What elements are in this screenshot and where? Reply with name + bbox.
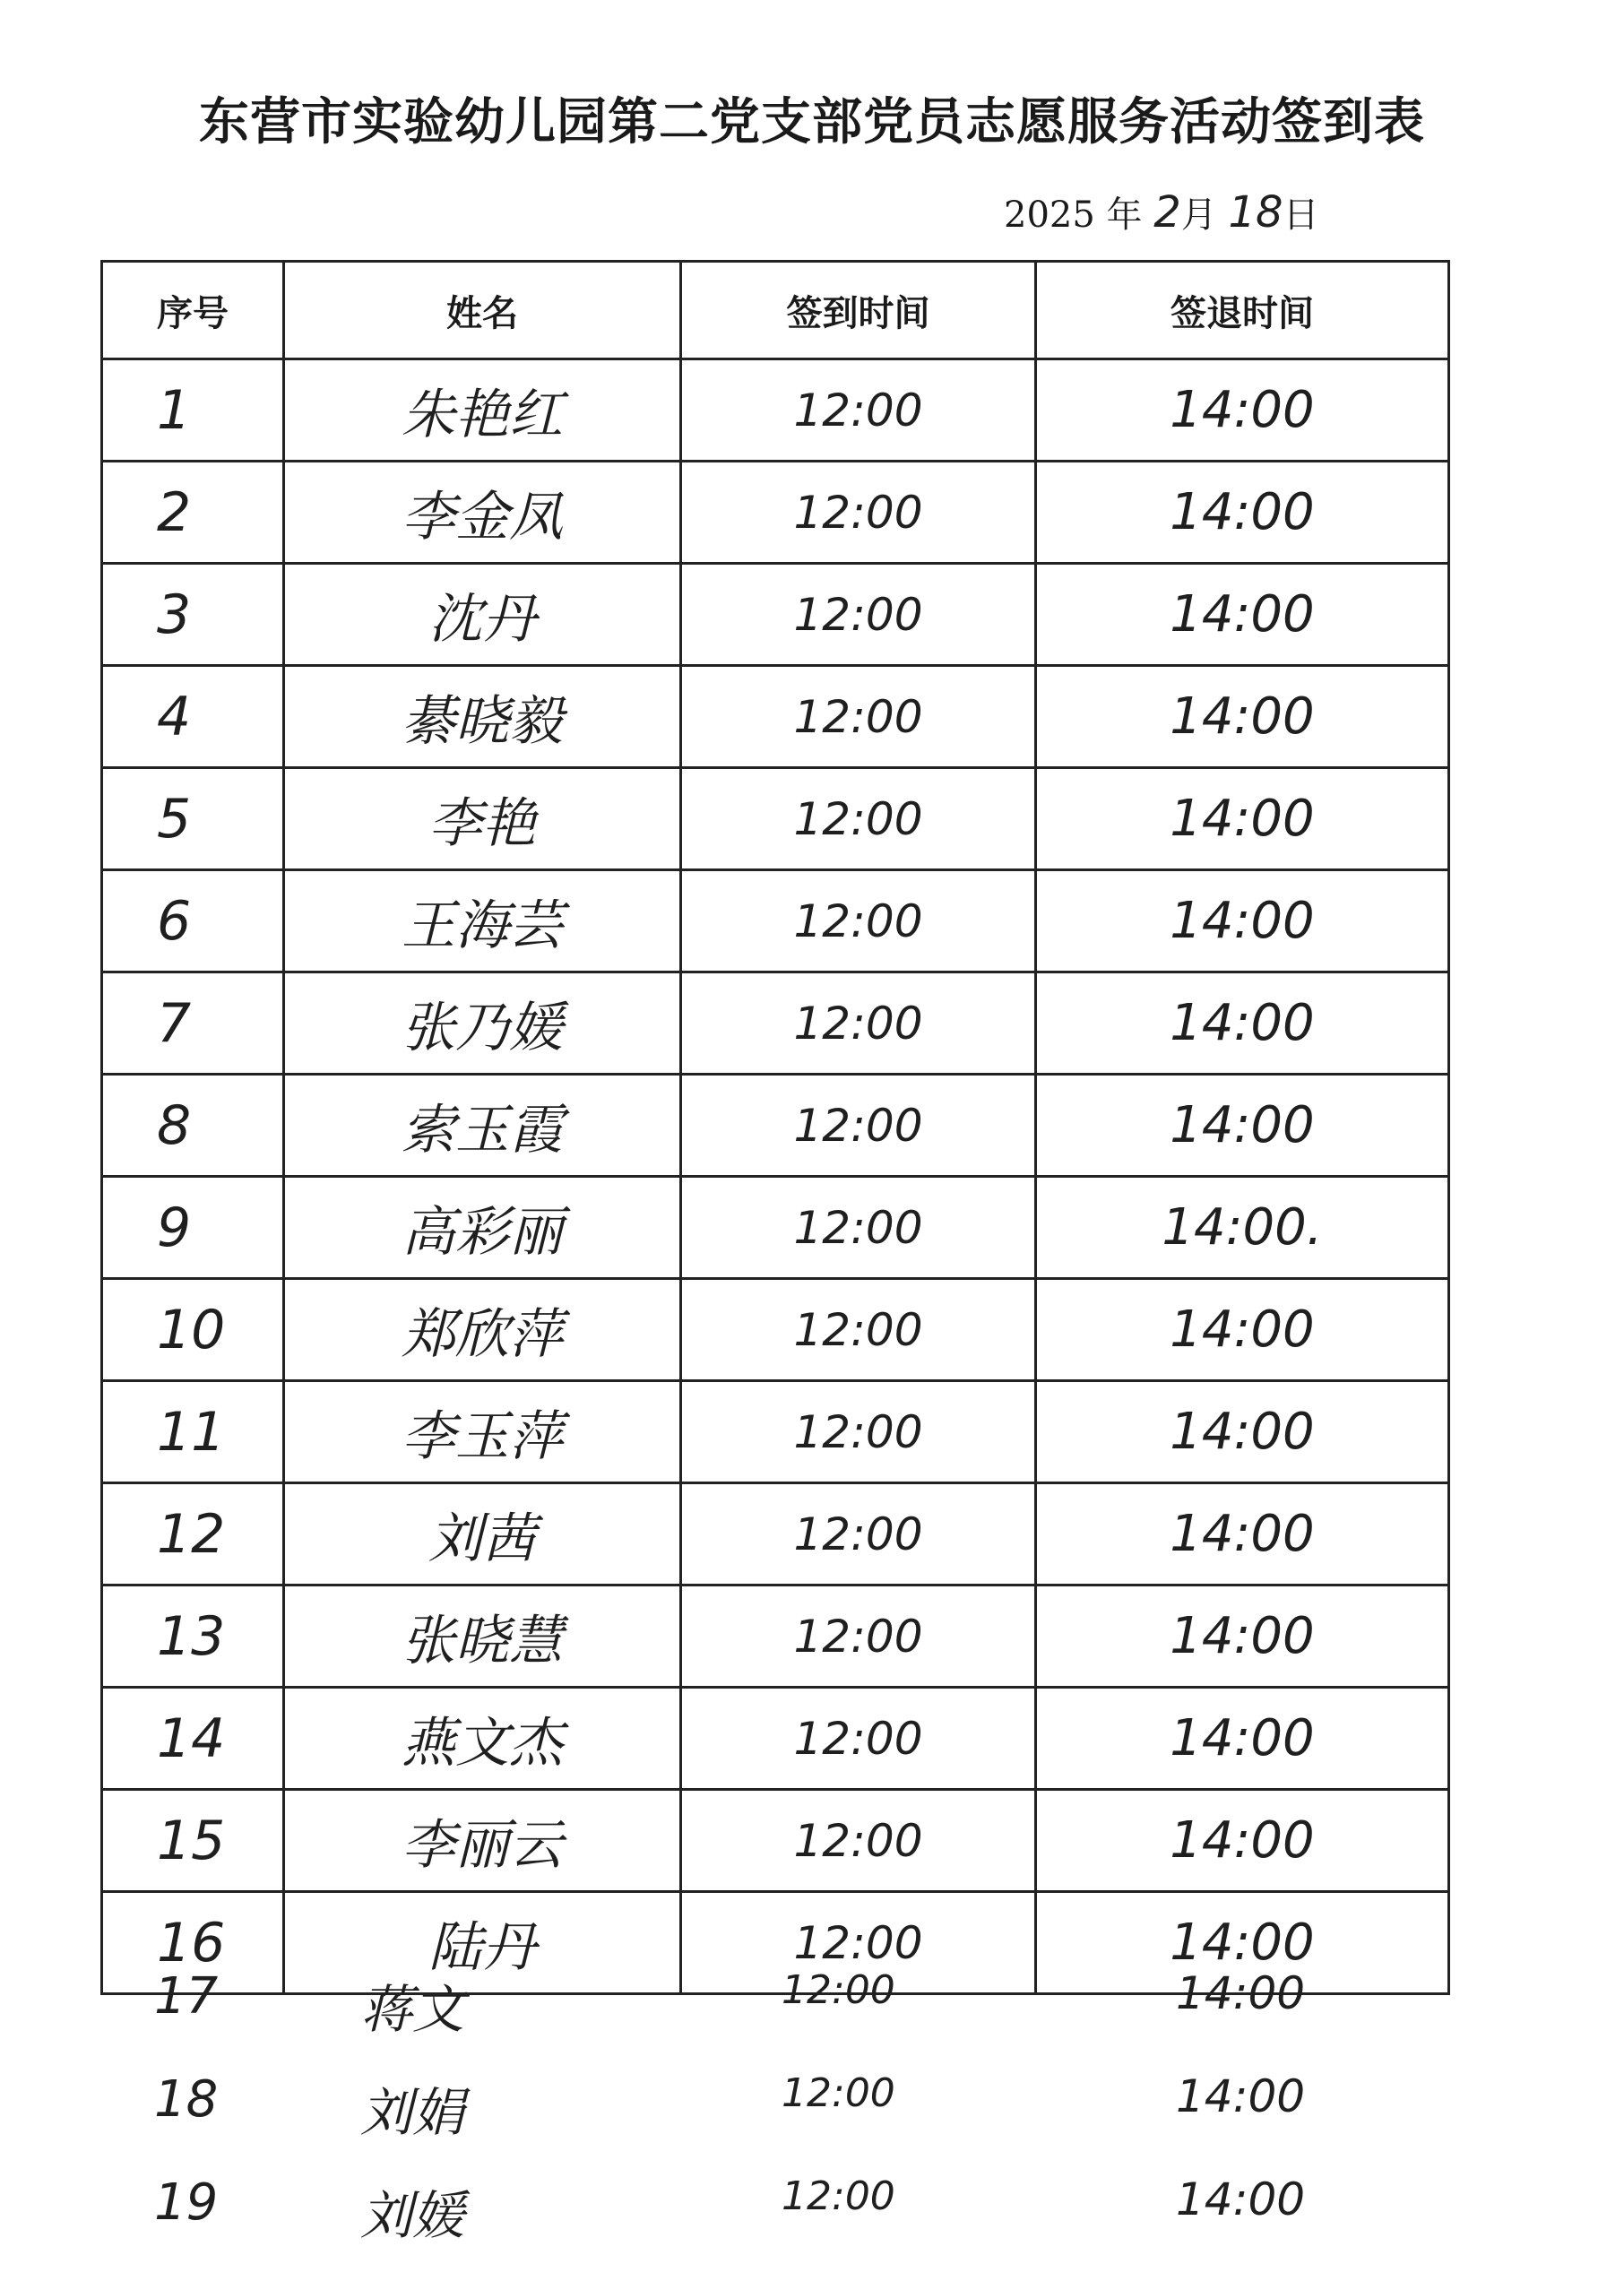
row-sign-out-time: 14:00.: [1036, 1177, 1449, 1279]
row-sign-out-time: 14:00: [1036, 359, 1449, 462]
row-name: 李金凤: [284, 462, 681, 564]
row-serial: 10: [102, 1279, 284, 1381]
extra-row: [100, 2070, 1447, 2178]
table-row: [102, 768, 1449, 870]
table-row: [102, 870, 1449, 972]
table-header-row: [102, 262, 1449, 359]
row-name: 綦晓毅: [284, 666, 681, 768]
row-name: 蒋文: [360, 1979, 465, 2040]
row-sign-in-time: 12:00: [681, 359, 1036, 462]
row-name: 朱艳红: [284, 359, 681, 462]
table-row: [102, 972, 1449, 1075]
header-serial: 序号: [102, 262, 284, 359]
page-title: 东营市实验幼儿园第二党支部党员志愿服务活动签到表: [199, 92, 1425, 151]
row-sign-out-time: 14:00: [1036, 1483, 1449, 1585]
row-serial: 2: [102, 462, 284, 564]
row-sign-out-time: 14:00: [1036, 1585, 1449, 1688]
row-sign-out-time: 14:00: [1036, 1688, 1449, 1790]
row-name: 张乃媛: [284, 972, 681, 1075]
row-serial: 14: [102, 1688, 284, 1790]
row-serial: 11: [102, 1381, 284, 1483]
row-serial: 12: [102, 1483, 284, 1585]
row-sign-in-time: 12:00: [681, 1177, 1036, 1279]
row-sign-in-time: 12:00: [681, 666, 1036, 768]
row-serial: 19: [154, 2173, 219, 2232]
table-row: [102, 666, 1449, 768]
row-sign-out-time: 14:00: [1036, 1790, 1449, 1892]
row-name: 李丽云: [284, 1790, 681, 1892]
row-sign-out-time: 14:00: [1036, 1279, 1449, 1381]
date-year-unit: 年: [1106, 194, 1143, 236]
table-row: [102, 462, 1449, 564]
row-sign-in-time: 12:00: [681, 564, 1036, 666]
row-serial: 15: [102, 1790, 284, 1892]
row-sign-out-time: 14:00: [1036, 1892, 1449, 1994]
row-sign-in-time: 12:00: [681, 1892, 1036, 1994]
row-serial: 8: [102, 1075, 284, 1177]
row-serial: 9: [102, 1177, 284, 1279]
row-serial: 5: [102, 768, 284, 870]
row-sign-in-time: 12:00: [681, 1585, 1036, 1688]
row-serial: 1: [102, 359, 284, 462]
row-sign-in-time: 12:00: [782, 1967, 895, 2013]
date-month: 2: [1153, 187, 1181, 238]
header-sign-in-time: 签到时间: [681, 262, 1036, 359]
row-sign-in-time: 12:00: [681, 768, 1036, 870]
row-sign-out-time: 14:00: [1176, 2173, 1306, 2225]
date-month-unit: 月: [1180, 194, 1217, 236]
row-name: 王海芸: [284, 870, 681, 972]
row-sign-in-time: 12:00: [782, 2173, 895, 2219]
row-name: 高彩丽: [284, 1177, 681, 1279]
row-serial: 6: [102, 870, 284, 972]
table-row: [102, 1790, 1449, 1892]
date-year: 2025: [1004, 194, 1095, 236]
extra-row: [100, 2173, 1447, 2281]
row-serial: 16: [102, 1892, 284, 1994]
table-row: [102, 1483, 1449, 1585]
row-sign-out-time: 14:00: [1036, 666, 1449, 768]
row-name: 张晓慧: [284, 1585, 681, 1688]
row-serial: 7: [102, 972, 284, 1075]
row-sign-in-time: 12:00: [782, 2070, 895, 2116]
table-row: [102, 1279, 1449, 1381]
row-sign-out-time: 14:00: [1036, 1381, 1449, 1483]
row-sign-in-time: 12:00: [681, 1790, 1036, 1892]
row-sign-out-time: 14:00: [1036, 1075, 1449, 1177]
row-sign-out-time: 14:00: [1176, 1967, 1306, 2019]
row-name: 索玉霞: [284, 1075, 681, 1177]
row-sign-in-time: 12:00: [681, 1381, 1036, 1483]
header-name: 姓名: [284, 262, 681, 359]
row-sign-out-time: 14:00: [1036, 564, 1449, 666]
row-sign-in-time: 12:00: [681, 870, 1036, 972]
table-row: [102, 1585, 1449, 1688]
row-name: 刘媛: [360, 2185, 465, 2246]
row-serial: 13: [102, 1585, 284, 1688]
row-sign-in-time: 12:00: [681, 1688, 1036, 1790]
date-day: 18: [1228, 187, 1283, 238]
table-row: [102, 1688, 1449, 1790]
row-name: 李玉萍: [284, 1381, 681, 1483]
table-row: [102, 1381, 1449, 1483]
row-name: 陆丹: [284, 1892, 681, 1994]
row-serial: 4: [102, 666, 284, 768]
row-sign-out-time: 14:00: [1036, 870, 1449, 972]
row-sign-out-time: 14:00: [1036, 972, 1449, 1075]
table-row: [102, 1075, 1449, 1177]
date-day-unit: 日: [1283, 194, 1319, 236]
table-row: [102, 564, 1449, 666]
row-sign-in-time: 12:00: [681, 1075, 1036, 1177]
sign-in-table: [100, 260, 1447, 1995]
extra-row: [100, 1967, 1447, 2075]
row-sign-in-time: 12:00: [681, 1483, 1036, 1585]
row-sign-out-time: 14:00: [1036, 462, 1449, 564]
row-sign-out-time: 14:00: [1176, 2070, 1306, 2122]
row-name: 李艳: [284, 768, 681, 870]
row-serial: 17: [154, 1967, 219, 2026]
row-sign-in-time: 12:00: [681, 972, 1036, 1075]
table-row: [102, 359, 1449, 462]
sign-date: [1004, 186, 1319, 238]
row-name: 刘娟: [360, 2082, 465, 2143]
row-name: 沈丹: [284, 564, 681, 666]
row-serial: 3: [102, 564, 284, 666]
row-name: 刘茜: [284, 1483, 681, 1585]
row-name: 郑欣萍: [284, 1279, 681, 1381]
table-row: [102, 1177, 1449, 1279]
row-name: 燕文杰: [284, 1688, 681, 1790]
header-sign-out-time: 签退时间: [1036, 262, 1449, 359]
row-serial: 18: [154, 2070, 219, 2129]
row-sign-in-time: 12:00: [681, 462, 1036, 564]
row-sign-in-time: 12:00: [681, 1279, 1036, 1381]
row-sign-out-time: 14:00: [1036, 768, 1449, 870]
